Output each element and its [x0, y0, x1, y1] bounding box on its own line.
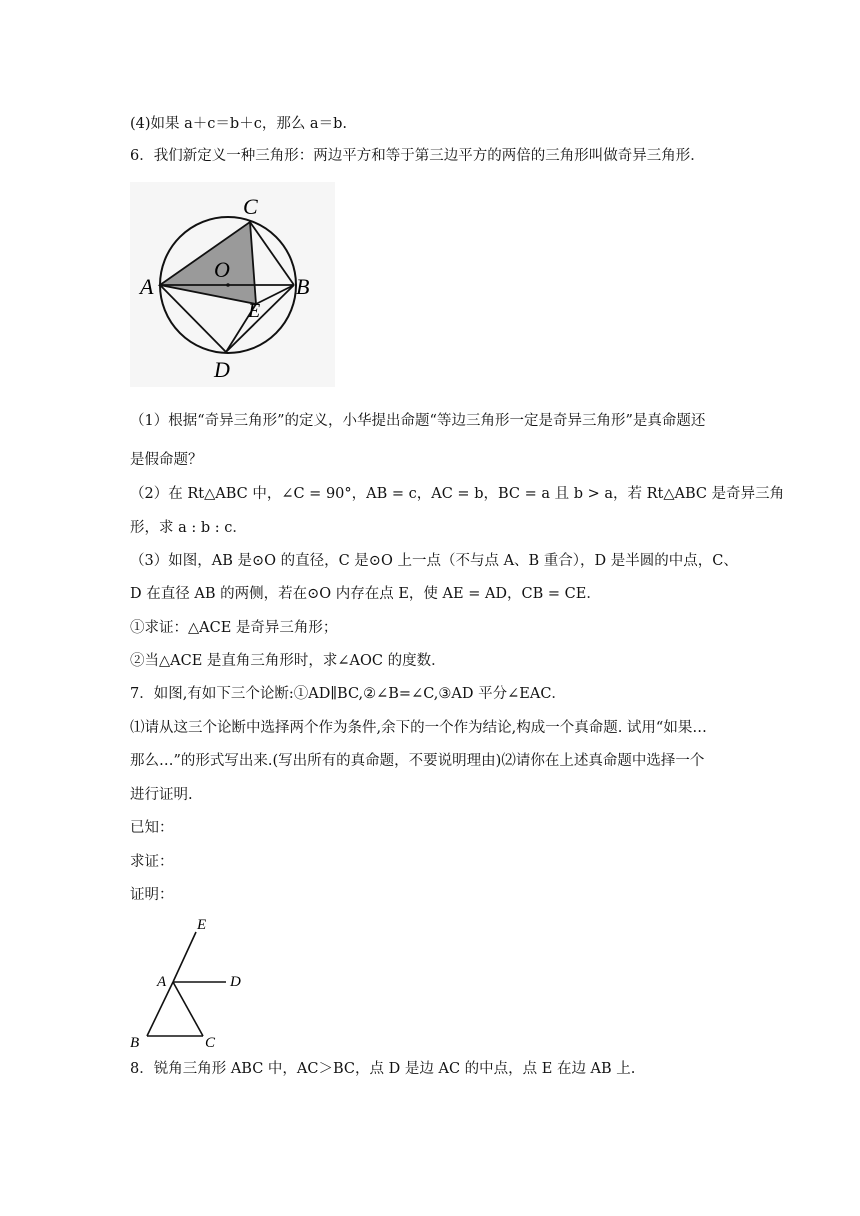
text-line-7: （3）如图，AB 是⊙O 的直径，C 是⊙O 上一点（不与点 A、B 重合），D 是半圆的中点，C、 [130, 553, 738, 569]
problem-8-heading: 8．锐角三角形 ABC 中，AC＞BC，点 D 是边 AC 的中点，点 E 在边 AB 上. [130, 1061, 636, 1077]
triangle-ace [160, 222, 256, 304]
label-c: C [205, 1035, 216, 1051]
label-e: E [197, 917, 207, 933]
text-line-4: 是假命题？ [130, 452, 203, 468]
text-line-3: （1）根据“奇异三角形”的定义，小华提出命题“等边三角形一定是奇异三角形”是真命题还 [130, 413, 706, 429]
segment-ac [173, 982, 203, 1036]
text-line-6: 形，求 a : b : c． [130, 520, 247, 536]
label-e: E [248, 300, 261, 322]
figure-triangle-diagram [125, 912, 255, 1052]
proof-label: 证明： [130, 887, 174, 903]
text-line-14: 进行证明. [130, 787, 193, 803]
label-b: B [296, 274, 310, 299]
problem-6-heading: 6．我们新定义一种三角形：两边平方和等于第三边平方的两倍的三角形叫做奇异三角形． [130, 148, 705, 164]
label-d: D [214, 357, 230, 382]
label-c: C [243, 194, 258, 219]
label-b: B [130, 1035, 140, 1051]
label-d: D [230, 974, 241, 990]
label-o: O [214, 257, 230, 282]
text-line-13: 那么…”的形式写出来.(写出所有的真命题，不要说明理由)⑵请你在上述真命题中选择一个 [130, 753, 705, 769]
given-label: 已知： [130, 820, 174, 836]
text-line-8: D 在直径 AB 的两侧，若在⊙O 内存在点 E，使 AE = AD，CB = CE． [130, 586, 601, 602]
figure-circle-diagram [130, 182, 335, 387]
problem-7-heading: 7．如图,有如下三个论断:①AD∥BC,②∠B=∠C,③AD 平分∠EAC． [130, 686, 566, 702]
text-line-5: （2）在 Rt△ABC 中，∠C = 90°，AB = c，AC = b，BC = a 且 b > a，若 Rt△ABC 是奇异三角 [130, 486, 785, 502]
label-a: A [157, 974, 167, 990]
ray-ae [173, 932, 196, 982]
prove-label: 求证： [130, 854, 174, 870]
text-line-10: ②当△ACE 是直角三角形时，求∠AOC 的度数． [130, 653, 446, 669]
segment-ab [147, 982, 173, 1036]
center-point [226, 283, 230, 287]
segment-eb [256, 285, 294, 304]
text-line-1: (4)如果 a＋c＝b＋c，那么 a＝b. [130, 116, 347, 132]
label-a: A [140, 274, 154, 299]
text-line-9: ①求证：△ACE 是奇异三角形； [130, 620, 338, 636]
text-line-12: ⑴请从这三个论断中选择两个作为条件,余下的一个作为结论,构成一个真命题. 试用“如果… [130, 720, 707, 736]
